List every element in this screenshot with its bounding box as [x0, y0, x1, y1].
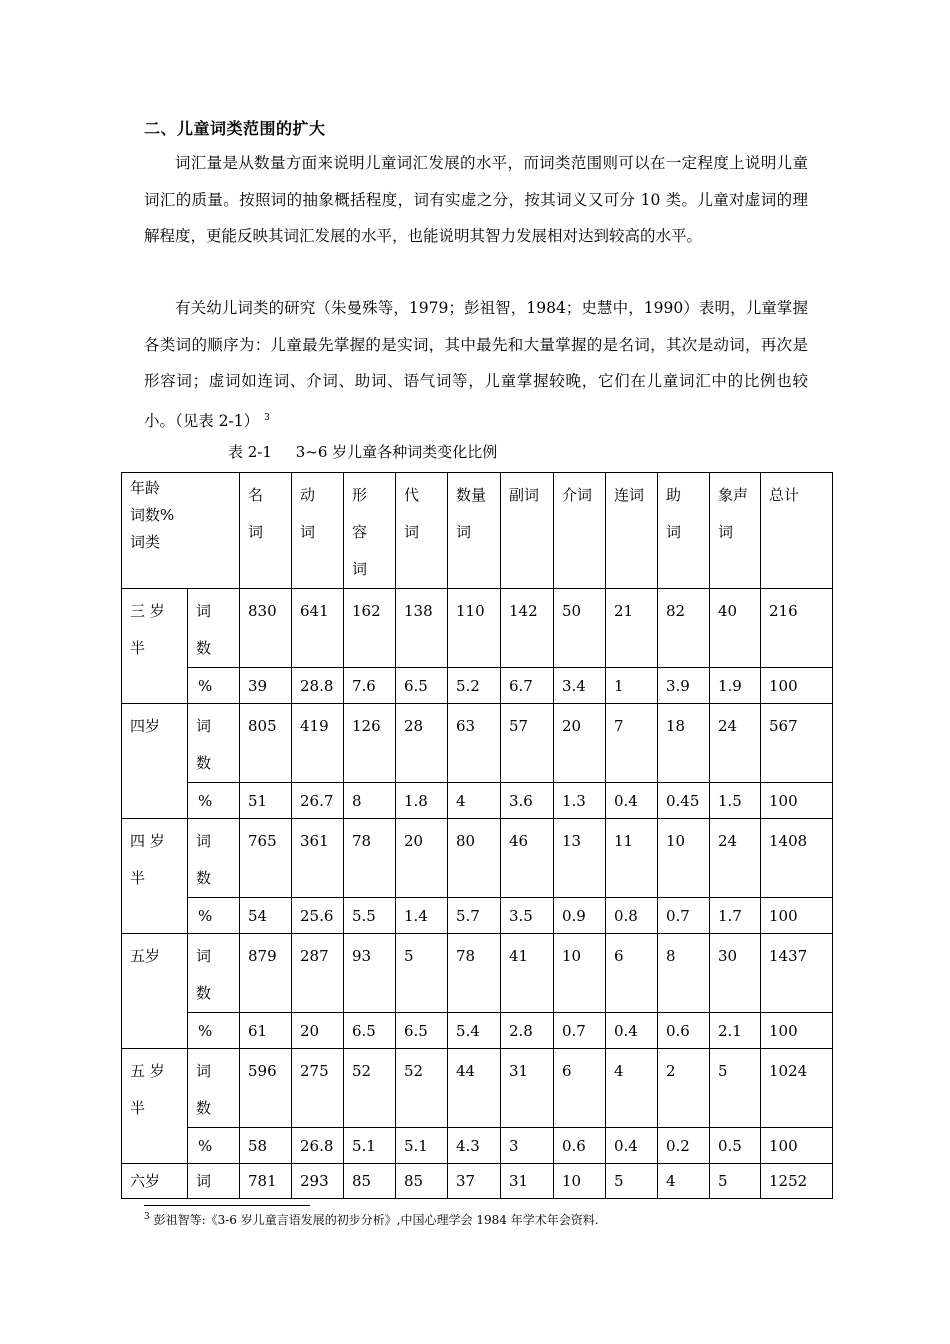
count-value: 110	[448, 589, 501, 668]
count-value: 5	[710, 1164, 761, 1199]
count-label-cell	[188, 934, 240, 1013]
column-header-line: 形	[352, 486, 368, 504]
age-label: 三 岁	[130, 602, 165, 620]
count-label: 数	[196, 984, 212, 1002]
count-value: 82	[658, 589, 710, 668]
column-header	[396, 473, 448, 589]
column-header	[606, 473, 658, 589]
count-value: 78	[448, 934, 501, 1013]
word-class-table	[121, 472, 833, 1199]
age-cell: 六岁	[122, 1164, 188, 1199]
count-value: 21	[606, 589, 658, 668]
table-caption: 表 2-1 3~6 岁儿童各种词类变化比例	[228, 443, 498, 461]
count-value: 830	[240, 589, 292, 668]
section-heading: 二、儿童词类范围的扩大	[144, 119, 326, 138]
percent-value: 25.6	[292, 898, 344, 934]
age-cell	[122, 589, 188, 704]
table-row-percent	[122, 1013, 833, 1049]
column-header-line: 词	[352, 560, 368, 578]
percent-value: 1.8	[396, 783, 448, 819]
count-value: 293	[292, 1164, 344, 1199]
count-value: 4	[606, 1049, 658, 1128]
count-value: 93	[344, 934, 396, 1013]
count-value: 44	[448, 1049, 501, 1128]
count-label: 词	[196, 717, 212, 735]
percent-value: 100	[761, 1013, 833, 1049]
column-header-line: 词	[248, 523, 264, 541]
count-value: 18	[658, 704, 710, 783]
table-row-percent	[122, 668, 833, 704]
count-value: 419	[292, 704, 344, 783]
count-value: 879	[240, 934, 292, 1013]
count-value: 8	[658, 934, 710, 1013]
column-header-line: 词	[666, 523, 682, 541]
age-label: 四岁	[130, 717, 161, 735]
column-header-line: 动	[300, 486, 316, 504]
percent-value: 20	[292, 1013, 344, 1049]
count-value: 11	[606, 819, 658, 898]
column-header	[292, 473, 344, 589]
count-label-cell	[188, 819, 240, 898]
count-value: 37	[448, 1164, 501, 1199]
age-label: 五 岁	[130, 1062, 165, 1080]
percent-value: 5.1	[344, 1128, 396, 1164]
count-value: 40	[710, 589, 761, 668]
count-value: 162	[344, 589, 396, 668]
count-value: 5	[710, 1049, 761, 1128]
column-header-line: 名	[248, 486, 264, 504]
count-label-cell	[188, 1049, 240, 1128]
percent-value: 5.4	[448, 1013, 501, 1049]
table-row-percent	[122, 783, 833, 819]
percent-value: 2.8	[501, 1013, 554, 1049]
percent-value: 3.9	[658, 668, 710, 704]
count-value: 765	[240, 819, 292, 898]
count-value: 20	[554, 704, 606, 783]
count-value: 5	[396, 934, 448, 1013]
percent-value: 100	[761, 898, 833, 934]
count-value: 6	[554, 1049, 606, 1128]
percent-value: 61	[240, 1013, 292, 1049]
percent-value: 0.7	[554, 1013, 606, 1049]
footnote	[144, 1211, 599, 1228]
table-row-percent	[122, 898, 833, 934]
percent-value: 8	[344, 783, 396, 819]
percent-value: 39	[240, 668, 292, 704]
column-header-line: 连词	[614, 486, 645, 504]
count-value: 80	[448, 819, 501, 898]
percent-value: 4	[448, 783, 501, 819]
percent-value: 5.7	[448, 898, 501, 934]
percent-value: 0.8	[606, 898, 658, 934]
age-label: 半	[130, 1099, 146, 1117]
percent-value: 26.7	[292, 783, 344, 819]
table-row-counts	[122, 819, 833, 898]
column-header	[448, 473, 501, 589]
count-label: 数	[196, 639, 212, 657]
count-value: 567	[761, 704, 833, 783]
count-value: 2	[658, 1049, 710, 1128]
count-value: 13	[554, 819, 606, 898]
percent-label-cell: %	[188, 898, 240, 934]
column-header-line: 词	[404, 523, 420, 541]
count-value: 10	[554, 934, 606, 1013]
percent-value: 6.5	[396, 1013, 448, 1049]
count-label-cell	[188, 704, 240, 783]
percent-value: 0.2	[658, 1128, 710, 1164]
footnote-reference: 3	[264, 412, 270, 423]
percent-value: 0.4	[606, 1013, 658, 1049]
count-value: 5	[606, 1164, 658, 1199]
count-value: 216	[761, 589, 833, 668]
paragraph-1: 词汇量是从数量方面来说明儿童词汇发展的水平，而词类范围则可以在一定程度上说明儿童词汇的质量。按照词的抽象概括程度，词有实虚之分，按其词义又可分 10 类。儿童对虚词的理解程度，更能反映其词汇发展的水平，也能说明其智力发展相对达到较高的水平。	[144, 154, 808, 245]
table-row-counts	[122, 1049, 833, 1128]
corner-cell	[122, 473, 240, 589]
column-header	[761, 473, 833, 589]
age-cell	[122, 934, 188, 1049]
age-label: 半	[130, 639, 146, 657]
footnote-text: 彭祖智等:《3-6 岁儿童言语发展的初步分析》,中国心理学会 1984 年学术年会资料.	[153, 1213, 599, 1227]
percent-label-cell: %	[188, 783, 240, 819]
count-value: 31	[501, 1164, 554, 1199]
footnote-marker: 3	[144, 1212, 150, 1222]
percent-value: 0.4	[606, 783, 658, 819]
column-header	[344, 473, 396, 589]
count-value: 28	[396, 704, 448, 783]
count-value: 275	[292, 1049, 344, 1128]
count-value: 52	[344, 1049, 396, 1128]
column-header-line: 象声	[718, 486, 749, 504]
count-value: 10	[554, 1164, 606, 1199]
count-value: 4	[658, 1164, 710, 1199]
age-label: 半	[130, 869, 146, 887]
count-value: 7	[606, 704, 658, 783]
age-label: 五岁	[130, 947, 161, 965]
column-header-line: 词	[456, 523, 472, 541]
count-value: 57	[501, 704, 554, 783]
percent-value: 2.1	[710, 1013, 761, 1049]
percent-value: 6.5	[396, 668, 448, 704]
percent-value: 6.7	[501, 668, 554, 704]
count-label: 数	[196, 1099, 212, 1117]
count-label: 词	[196, 947, 212, 965]
count-value: 24	[710, 819, 761, 898]
count-value: 10	[658, 819, 710, 898]
count-label: 数	[196, 754, 212, 772]
percent-value: 0.6	[554, 1128, 606, 1164]
count-value: 361	[292, 819, 344, 898]
table-row-counts	[122, 589, 833, 668]
count-value: 31	[501, 1049, 554, 1128]
age-cell	[122, 819, 188, 934]
count-value: 1437	[761, 934, 833, 1013]
count-value: 30	[710, 934, 761, 1013]
column-header-line: 数量	[456, 486, 487, 504]
count-label: 数	[196, 869, 212, 887]
percent-label-cell: %	[188, 1128, 240, 1164]
count-value: 641	[292, 589, 344, 668]
count-value: 24	[710, 704, 761, 783]
percent-value: 58	[240, 1128, 292, 1164]
column-header-line: 代	[404, 486, 420, 504]
column-header-line: 容	[352, 523, 368, 541]
age-cell	[122, 1049, 188, 1164]
count-value: 781	[240, 1164, 292, 1199]
count-value: 596	[240, 1049, 292, 1128]
percent-value: 0.45	[658, 783, 710, 819]
percent-value: 26.8	[292, 1128, 344, 1164]
count-value: 287	[292, 934, 344, 1013]
percent-value: 3.5	[501, 898, 554, 934]
column-header-line: 助	[666, 486, 682, 504]
age-label: 四 岁	[130, 832, 165, 850]
column-header	[501, 473, 554, 589]
count-value: 85	[344, 1164, 396, 1199]
count-value: 1024	[761, 1049, 833, 1128]
count-value: 138	[396, 589, 448, 668]
percent-value: 7.6	[344, 668, 396, 704]
percent-value: 0.6	[658, 1013, 710, 1049]
column-header	[554, 473, 606, 589]
table-row-counts	[122, 934, 833, 1013]
count-label-cell: 词	[188, 1164, 240, 1199]
count-value: 20	[396, 819, 448, 898]
percent-value: 0.5	[710, 1128, 761, 1164]
column-header	[710, 473, 761, 589]
percent-value: 1.3	[554, 783, 606, 819]
count-value: 50	[554, 589, 606, 668]
count-label: 词	[196, 832, 212, 850]
table-row-counts	[122, 704, 833, 783]
column-header	[658, 473, 710, 589]
column-header-line: 总计	[769, 486, 800, 504]
paragraph-2-text: 有关幼儿词类的研究（朱曼殊等，1979；彭祖智，1984；史慧中，1990）表明，儿童掌握各类词的顺序为：儿童最先掌握的是实词，其中最先和大量掌握的是名词，其次是动词，再次是形容词；虚词如连词、介词、助词、语气词等，儿童掌握较晚，它们在儿童词汇中的比例也较小。（见表 2-1）	[144, 299, 808, 430]
percent-value: 4.3	[448, 1128, 501, 1164]
count-value: 85	[396, 1164, 448, 1199]
column-header-line: 词	[718, 523, 734, 541]
column-header-line: 介词	[562, 486, 593, 504]
percent-value: 1.4	[396, 898, 448, 934]
count-value: 1252	[761, 1164, 833, 1199]
count-value: 41	[501, 934, 554, 1013]
count-value: 126	[344, 704, 396, 783]
percent-value: 3.4	[554, 668, 606, 704]
percent-value: 0.4	[606, 1128, 658, 1164]
count-value: 78	[344, 819, 396, 898]
count-label: 词	[196, 602, 212, 620]
count-value: 6	[606, 934, 658, 1013]
count-value: 805	[240, 704, 292, 783]
percent-value: 5.2	[448, 668, 501, 704]
percent-value: 3.6	[501, 783, 554, 819]
count-value: 1408	[761, 819, 833, 898]
percent-value: 3	[501, 1128, 554, 1164]
percent-label-cell: %	[188, 1013, 240, 1049]
footnote-rule	[144, 1205, 310, 1206]
percent-label-cell: %	[188, 668, 240, 704]
paragraph-2	[144, 290, 808, 439]
percent-value: 5.5	[344, 898, 396, 934]
table-row-percent	[122, 1128, 833, 1164]
count-value: 142	[501, 589, 554, 668]
percent-value: 1.5	[710, 783, 761, 819]
column-header-line: 词	[300, 523, 316, 541]
count-value: 63	[448, 704, 501, 783]
column-header-line: 副词	[509, 486, 540, 504]
corner-label: 词类	[130, 533, 161, 551]
percent-value: 100	[761, 1128, 833, 1164]
percent-value: 0.7	[658, 898, 710, 934]
percent-value: 1.7	[710, 898, 761, 934]
percent-value: 5.1	[396, 1128, 448, 1164]
percent-value: 54	[240, 898, 292, 934]
percent-value: 51	[240, 783, 292, 819]
column-header	[240, 473, 292, 589]
corner-label: 词数%	[130, 506, 175, 524]
percent-value: 0.9	[554, 898, 606, 934]
count-value: 52	[396, 1049, 448, 1128]
corner-label: 年龄	[130, 479, 161, 497]
count-label: 词	[196, 1062, 212, 1080]
percent-value: 1.9	[710, 668, 761, 704]
age-cell	[122, 704, 188, 819]
percent-value: 100	[761, 783, 833, 819]
percent-value: 1	[606, 668, 658, 704]
count-value: 46	[501, 819, 554, 898]
table-row-last	[122, 1164, 833, 1199]
percent-value: 6.5	[344, 1013, 396, 1049]
percent-value: 100	[761, 668, 833, 704]
percent-value: 28.8	[292, 668, 344, 704]
table-header-row	[122, 473, 833, 589]
count-label-cell	[188, 589, 240, 668]
